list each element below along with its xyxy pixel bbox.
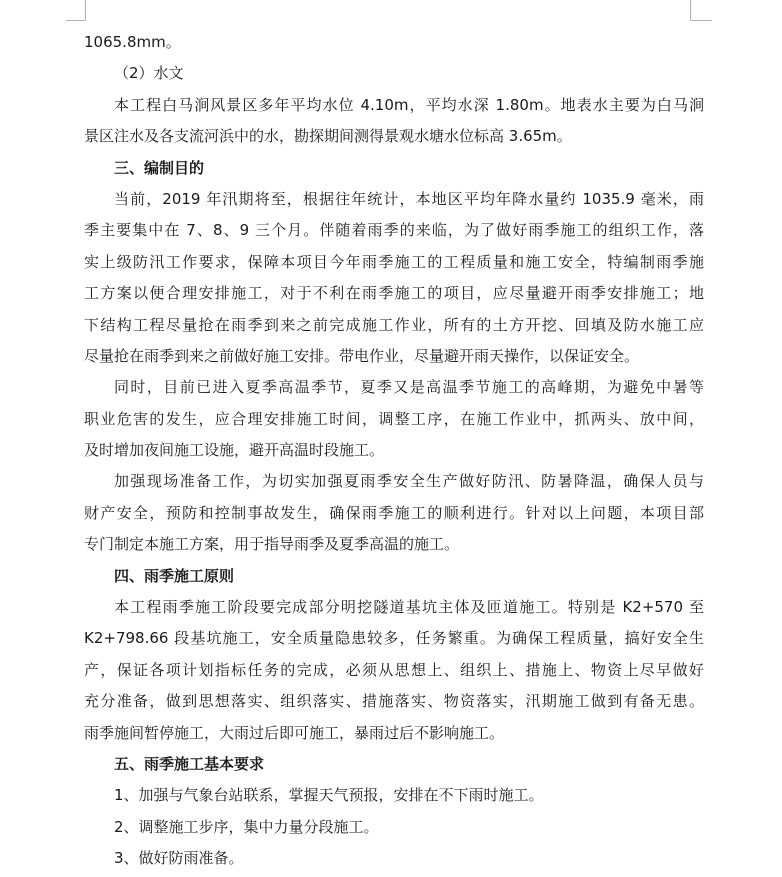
text-line: 本工程雨季施工阶段要完成部分明挖隧道基坑主体及匝道施工。特别是 K2+570 至 bbox=[114, 598, 704, 617]
text-line: 加强现场准备工作，为切实加强夏雨季安全生产做好防汛、防暑降温，确保人员与 bbox=[114, 472, 704, 491]
text-line: 本工程白马涧风景区多年平均水位 4.10m，平均水深 1.80m。地表水主要为白马涧 bbox=[114, 95, 704, 114]
text-line: 1065.8mm。 bbox=[84, 33, 181, 51]
crop-mark bbox=[690, 0, 691, 21]
text-line: 下结构工程尽量抢在雨季到来之前完成施工作业，所有的土方开挖、回填及防水施工应 bbox=[84, 315, 704, 334]
text-line: 实上级防汛工作要求，保障本项目今年雨季施工的工程质量和施工安全，特编制雨季施 bbox=[84, 252, 704, 271]
crop-mark bbox=[66, 20, 86, 21]
text-line: 工方案以便合理安排施工，对于不利在雨季施工的项目，应尽量避开雨季安排施工；地 bbox=[84, 284, 704, 303]
section-heading: 四、雨季施工原则 bbox=[114, 566, 235, 585]
crop-mark bbox=[690, 20, 712, 21]
text-line: 专门制定本施工方案，用于指导雨季及夏季高温的施工。 bbox=[84, 535, 460, 554]
text-line: 财产安全，预防和控制事故发生，确保雨季施工的顺利进行。针对以上问题，本项目部 bbox=[84, 503, 704, 522]
text-line: 当前，2019 年汛期将至，根据往年统计，本地区平均年降水量约 1035.9 毫米，雨 bbox=[114, 189, 704, 208]
section-heading: 五、雨季施工基本要求 bbox=[114, 754, 265, 773]
text-line: 景区注水及各支流河浜中的水，勘探期间测得景观水塘水位标高 3.65m。 bbox=[84, 127, 572, 146]
text-line: K2+798.66 段基坑施工，安全质量隐患较多，任务繁重。为确保工程质量，搞好安全生 bbox=[84, 629, 704, 648]
text-line: 同时，目前已进入夏季高温季节，夏季又是高温季节施工的高峰期，为避免中暑等 bbox=[114, 378, 704, 397]
text-line: 2、调整施工步序，集中力量分段施工。 bbox=[114, 817, 379, 836]
document-body bbox=[84, 27, 704, 875]
text-line: 及时增加夜间施工设施，避开高温时段施工。 bbox=[84, 441, 385, 460]
text-line: 1、加强与气象台站联系，掌握天气预报，安排在不下雨时施工。 bbox=[114, 786, 544, 805]
text-line: 雨季施间暂停施工，大雨过后即可施工，暴雨过后不影响施工。 bbox=[84, 723, 505, 742]
text-line: 尽量抢在雨季到来之前做好施工安排。带电作业，尽量避开雨天操作，以保证安全。 bbox=[84, 346, 640, 365]
text-line: 产，保证各项计划指标任务的完成，必须从思想上、组织上、措施上、物资上尽早做好 bbox=[84, 660, 704, 679]
text-line: （2）水文 bbox=[114, 64, 184, 83]
crop-mark bbox=[85, 0, 86, 21]
text-line: 职业危害的发生，应合理安排施工时间，调整工序，在施工作业中，抓两头、放中间， bbox=[84, 409, 704, 428]
section-heading: 三、编制目的 bbox=[114, 158, 205, 177]
text-line: 季主要集中在 7、8、9 三个月。伴随着雨季的来临，为了做好雨季施工的组织工作，落 bbox=[84, 221, 704, 240]
text-line: 3、做好防雨准备。 bbox=[114, 849, 244, 868]
text-line: 充分准备，做到思想落实、组织落实、措施落实、物资落实，汛期施工做到有备无患。 bbox=[84, 692, 704, 711]
